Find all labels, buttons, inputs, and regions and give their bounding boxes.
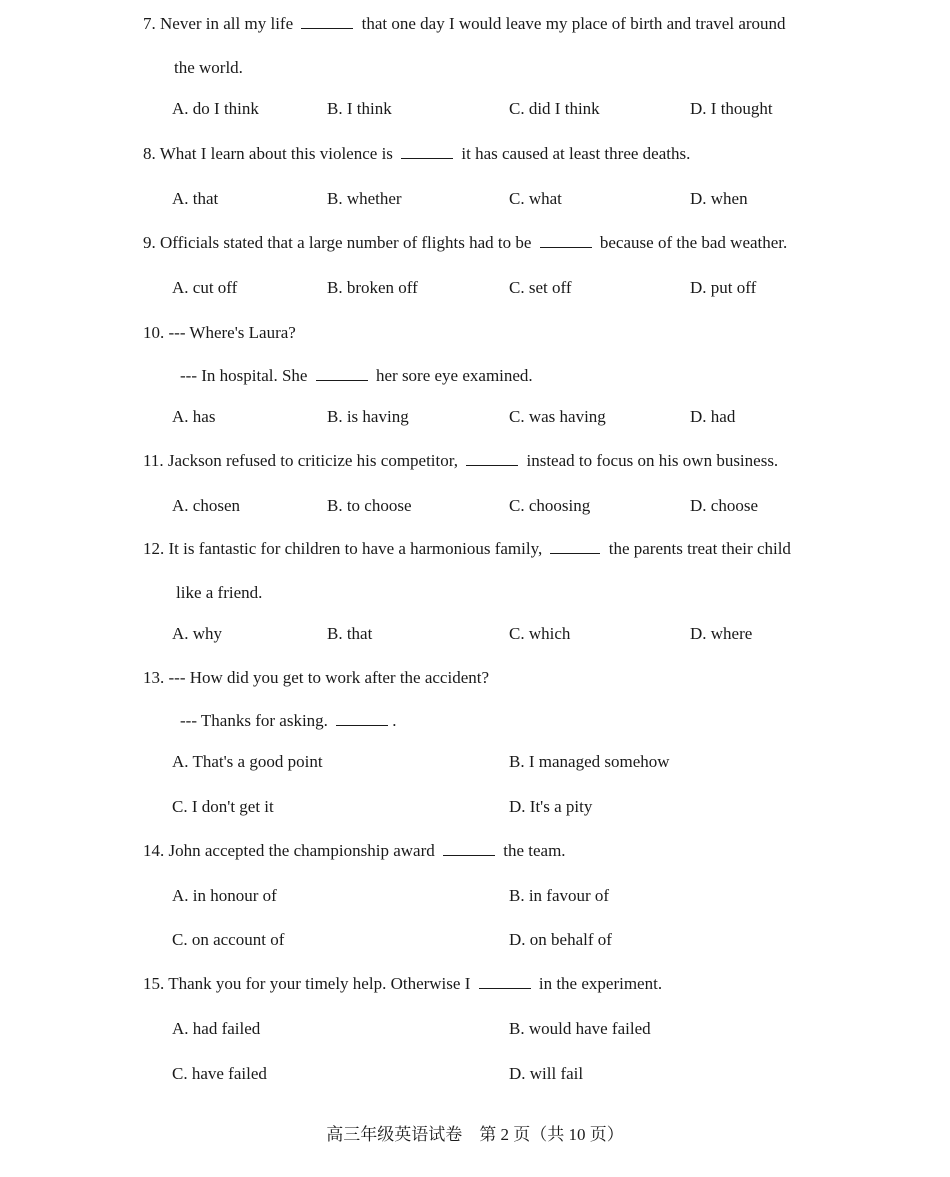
question-number: 15. — [143, 974, 165, 993]
question-number: 11. — [143, 451, 164, 470]
question-12-stem — [143, 538, 791, 560]
option-c: C. was having — [509, 407, 606, 426]
option-b: B. that — [327, 624, 373, 643]
stem-text: the team. — [503, 841, 566, 860]
option-b: B. is having — [327, 407, 409, 426]
question-number: 8. — [143, 144, 156, 163]
option-c: C. choosing — [509, 496, 591, 515]
option-b: B. in favour of — [509, 886, 610, 905]
option-a: A. cut off — [172, 278, 238, 297]
option-c: C. have failed — [172, 1064, 267, 1083]
option-b: B. I managed somehow — [509, 752, 670, 771]
stem-text: Never in all my life — [160, 14, 294, 33]
answer-blank — [540, 233, 592, 248]
option-d: D. choose — [690, 496, 758, 515]
question-9-stem — [143, 232, 787, 254]
question-number: 7. — [143, 14, 156, 33]
option-a: A. had failed — [172, 1019, 261, 1038]
stem-text: it has caused at least three deaths. — [461, 144, 691, 163]
stem-text: the parents treat their child — [608, 539, 791, 558]
stem-text: Officials stated that a large number of flights had to be — [160, 233, 532, 252]
stem-text: . — [392, 711, 397, 730]
answer-blank — [336, 711, 388, 726]
question-11-stem — [143, 450, 778, 472]
stem-text: It is fantastic for children to have a harmonious family, — [168, 539, 543, 558]
option-a: A. in honour of — [172, 886, 277, 905]
option-a: A. do I think — [172, 99, 259, 118]
option-a: A. why — [172, 624, 223, 643]
question-14-stem — [143, 840, 566, 862]
option-c: C. set off — [509, 278, 572, 297]
stem-text: --- In hospital. She — [180, 366, 308, 385]
option-d: D. will fail — [509, 1064, 584, 1083]
question-8-stem — [143, 143, 690, 165]
option-a: A. that — [172, 189, 219, 208]
option-b: B. whether — [327, 189, 402, 208]
stem-text: Jackson refused to criticize his competitor, — [167, 451, 458, 470]
answer-blank — [466, 451, 518, 466]
stem-text: her sore eye examined. — [375, 366, 533, 385]
answer-blank — [301, 14, 353, 29]
question-7-stem — [143, 13, 786, 35]
option-c: C. on account of — [172, 930, 285, 949]
stem-text: What I learn about this violence is — [159, 144, 393, 163]
stem-text: that one day I would leave my place of birth and travel around — [361, 14, 786, 33]
option-d: D. I thought — [690, 99, 773, 118]
answer-blank — [550, 539, 600, 554]
option-d: D. It's a pity — [509, 797, 593, 816]
option-b: B. broken off — [327, 278, 418, 297]
stem-text: in the experiment. — [538, 974, 663, 993]
question-number: 12. — [143, 539, 165, 558]
option-b: B. would have failed — [509, 1019, 651, 1038]
option-c: C. which — [509, 624, 571, 643]
option-b: B. I think — [327, 99, 392, 118]
question-15-stem — [143, 973, 662, 995]
answer-blank — [443, 841, 495, 856]
option-d: D. where — [690, 624, 753, 643]
question-12-stem-cont: like a friend. — [176, 583, 263, 602]
question-13-stem-reply — [180, 710, 396, 732]
stem-text: --- How did you get to work after the accident? — [168, 668, 490, 687]
stem-text: instead to focus on his own business. — [526, 451, 779, 470]
question-number: 13. — [143, 668, 165, 687]
question-10-stem — [143, 322, 296, 344]
option-d: D. had — [690, 407, 736, 426]
question-number: 14. — [143, 841, 165, 860]
option-a: A. has — [172, 407, 216, 426]
question-13-stem — [143, 667, 489, 689]
question-7-stem-cont: the world. — [174, 58, 243, 77]
question-number: 10. — [143, 323, 165, 342]
stem-text: because of the bad weather. — [599, 233, 788, 252]
option-b: B. to choose — [327, 496, 412, 515]
option-c: C. did I think — [509, 99, 600, 118]
answer-blank — [401, 144, 453, 159]
option-c: C. what — [509, 189, 562, 208]
stem-text: --- Where's Laura? — [168, 323, 296, 342]
page-footer: 高三年级英语试卷 第 2 页（共 10 页） — [326, 1125, 624, 1144]
option-d: D. on behalf of — [509, 930, 612, 949]
option-d: D. put off — [690, 278, 757, 297]
stem-text: Thank you for your timely help. Otherwise I — [168, 974, 471, 993]
stem-text: John accepted the championship award — [168, 841, 435, 860]
option-a: A. That's a good point — [172, 752, 323, 771]
question-number: 9. — [143, 233, 156, 252]
answer-blank — [316, 366, 368, 381]
question-10-stem-reply — [180, 365, 533, 387]
option-d: D. when — [690, 189, 748, 208]
answer-blank — [479, 974, 531, 989]
option-a: A. chosen — [172, 496, 240, 515]
option-c: C. I don't get it — [172, 797, 274, 816]
stem-text: --- Thanks for asking. — [180, 711, 328, 730]
